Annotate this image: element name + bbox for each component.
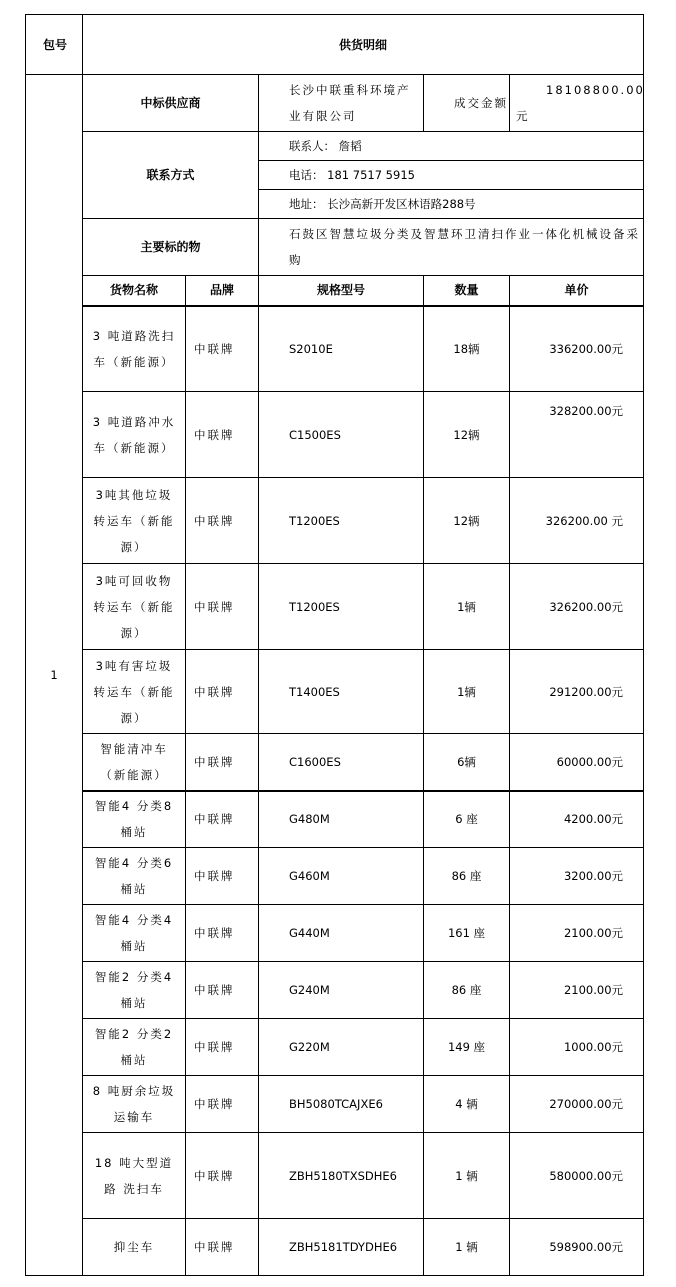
subject-value: 石鼓区智慧垃圾分类及智慧环卫清扫作业一体化机械设备采购 bbox=[259, 219, 644, 276]
table-row bbox=[26, 650, 644, 734]
amount-label: 成交金额 bbox=[424, 75, 510, 132]
table-row bbox=[26, 1019, 644, 1076]
item-price: 326200.00元 bbox=[510, 564, 644, 650]
item-name: 智能4 分类6 桶站 bbox=[83, 848, 186, 905]
table-row bbox=[26, 791, 644, 848]
item-price: 1000.00元 bbox=[510, 1019, 644, 1076]
table-row bbox=[26, 962, 644, 1019]
item-qty: 6辆 bbox=[424, 734, 510, 791]
item-qty: 86 座 bbox=[424, 962, 510, 1019]
col-header-price: 单价 bbox=[510, 276, 644, 306]
item-price: 2100.00元 bbox=[510, 962, 644, 1019]
item-brand: 中联牌 bbox=[186, 791, 259, 848]
item-qty: 6 座 bbox=[424, 791, 510, 848]
contact-label: 联系方式 bbox=[83, 132, 259, 219]
item-brand: 中联牌 bbox=[186, 1219, 259, 1276]
supplier-name: 长沙中联重科环境产业有限公司 bbox=[259, 75, 424, 132]
item-model: G440M bbox=[259, 905, 424, 962]
contact-person: 联系人： 詹韬 bbox=[259, 132, 644, 161]
item-brand: 中联牌 bbox=[186, 734, 259, 791]
subject-label: 主要标的物 bbox=[83, 219, 259, 276]
item-model: BH5080TCAJXE6 bbox=[259, 1076, 424, 1133]
item-name: 3吨可回收物转运车（新能源） bbox=[83, 564, 186, 650]
item-brand: 中联牌 bbox=[186, 962, 259, 1019]
item-brand: 中联牌 bbox=[186, 306, 259, 392]
item-price: 598900.00元 bbox=[510, 1219, 644, 1276]
item-name: 智能4 分类8 桶站 bbox=[83, 791, 186, 848]
item-price: 4200.00元 bbox=[510, 791, 644, 848]
supply-detail-table bbox=[25, 14, 644, 1276]
item-price: 270000.00元 bbox=[510, 1076, 644, 1133]
supply-detail-title: 供货明细 bbox=[83, 15, 644, 75]
table-row bbox=[26, 306, 644, 392]
item-price: 336200.00元 bbox=[510, 306, 644, 392]
item-qty: 12辆 bbox=[424, 478, 510, 564]
item-name: 智能4 分类4桶站 bbox=[83, 905, 186, 962]
col-header-name: 货物名称 bbox=[83, 276, 186, 306]
item-brand: 中联牌 bbox=[186, 478, 259, 564]
contact-phone: 电话： 181 7517 5915 bbox=[259, 161, 644, 190]
contact-address: 地址： 长沙高新开发区林语路288号 bbox=[259, 190, 644, 219]
item-brand: 中联牌 bbox=[186, 564, 259, 650]
item-price: 328200.00元 bbox=[510, 392, 644, 478]
item-qty: 86 座 bbox=[424, 848, 510, 905]
item-price: 580000.00元 bbox=[510, 1133, 644, 1219]
table-row bbox=[26, 392, 644, 478]
item-brand: 中联牌 bbox=[186, 392, 259, 478]
item-qty: 1 辆 bbox=[424, 1219, 510, 1276]
item-qty: 1辆 bbox=[424, 564, 510, 650]
amount-value: 18108800.00元 bbox=[510, 75, 644, 132]
package-number: 1 bbox=[26, 75, 83, 1276]
item-brand: 中联牌 bbox=[186, 650, 259, 734]
item-model: ZBH5180TXSDHE6 bbox=[259, 1133, 424, 1219]
item-name: 3吨其他垃圾转运车（新能源） bbox=[83, 478, 186, 564]
item-name: 智能清冲车（新能源） bbox=[83, 734, 186, 791]
table-row bbox=[26, 1076, 644, 1133]
item-model: T1200ES bbox=[259, 564, 424, 650]
item-name: 3 吨道路洗扫车（新能源） bbox=[83, 306, 186, 392]
item-model: T1400ES bbox=[259, 650, 424, 734]
table-row bbox=[26, 848, 644, 905]
item-price: 60000.00元 bbox=[510, 734, 644, 791]
table-row bbox=[26, 1133, 644, 1219]
item-name: 3吨有害垃圾转运车（新能源） bbox=[83, 650, 186, 734]
item-name: 智能2 分类4 桶站 bbox=[83, 962, 186, 1019]
item-model: G480M bbox=[259, 791, 424, 848]
table-row bbox=[26, 905, 644, 962]
item-model: C1500ES bbox=[259, 392, 424, 478]
item-model: ZBH5181TDYDHE6 bbox=[259, 1219, 424, 1276]
item-price: 291200.00元 bbox=[510, 650, 644, 734]
col-header-qty: 数量 bbox=[424, 276, 510, 306]
item-model: G240M bbox=[259, 962, 424, 1019]
item-price: 3200.00元 bbox=[510, 848, 644, 905]
table-row bbox=[26, 564, 644, 650]
item-price: 2100.00元 bbox=[510, 905, 644, 962]
col-header-brand: 品牌 bbox=[186, 276, 259, 306]
table-row bbox=[26, 478, 644, 564]
item-name: 8 吨厨余垃圾 运输车 bbox=[83, 1076, 186, 1133]
item-name: 18 吨大型道路 洗扫车 bbox=[83, 1133, 186, 1219]
item-brand: 中联牌 bbox=[186, 1133, 259, 1219]
item-qty: 18辆 bbox=[424, 306, 510, 392]
item-price: 326200.00 元 bbox=[510, 478, 644, 564]
item-brand: 中联牌 bbox=[186, 1019, 259, 1076]
item-qty: 149 座 bbox=[424, 1019, 510, 1076]
item-qty: 161 座 bbox=[424, 905, 510, 962]
item-model: T1200ES bbox=[259, 478, 424, 564]
supplier-label: 中标供应商 bbox=[83, 75, 259, 132]
item-brand: 中联牌 bbox=[186, 905, 259, 962]
item-brand: 中联牌 bbox=[186, 1076, 259, 1133]
item-qty: 12辆 bbox=[424, 392, 510, 478]
table-row bbox=[26, 734, 644, 791]
item-qty: 1 辆 bbox=[424, 1133, 510, 1219]
item-qty: 4 辆 bbox=[424, 1076, 510, 1133]
item-model: C1600ES bbox=[259, 734, 424, 791]
package-number-header: 包号 bbox=[26, 15, 83, 75]
table-row bbox=[26, 1219, 644, 1276]
item-name: 智能2 分类2 桶站 bbox=[83, 1019, 186, 1076]
item-name: 抑尘车 bbox=[83, 1219, 186, 1276]
item-qty: 1辆 bbox=[424, 650, 510, 734]
item-brand: 中联牌 bbox=[186, 848, 259, 905]
item-model: S2010E bbox=[259, 306, 424, 392]
item-model: G460M bbox=[259, 848, 424, 905]
item-name: 3 吨道路冲水车（新能源） bbox=[83, 392, 186, 478]
item-model: G220M bbox=[259, 1019, 424, 1076]
col-header-model: 规格型号 bbox=[259, 276, 424, 306]
